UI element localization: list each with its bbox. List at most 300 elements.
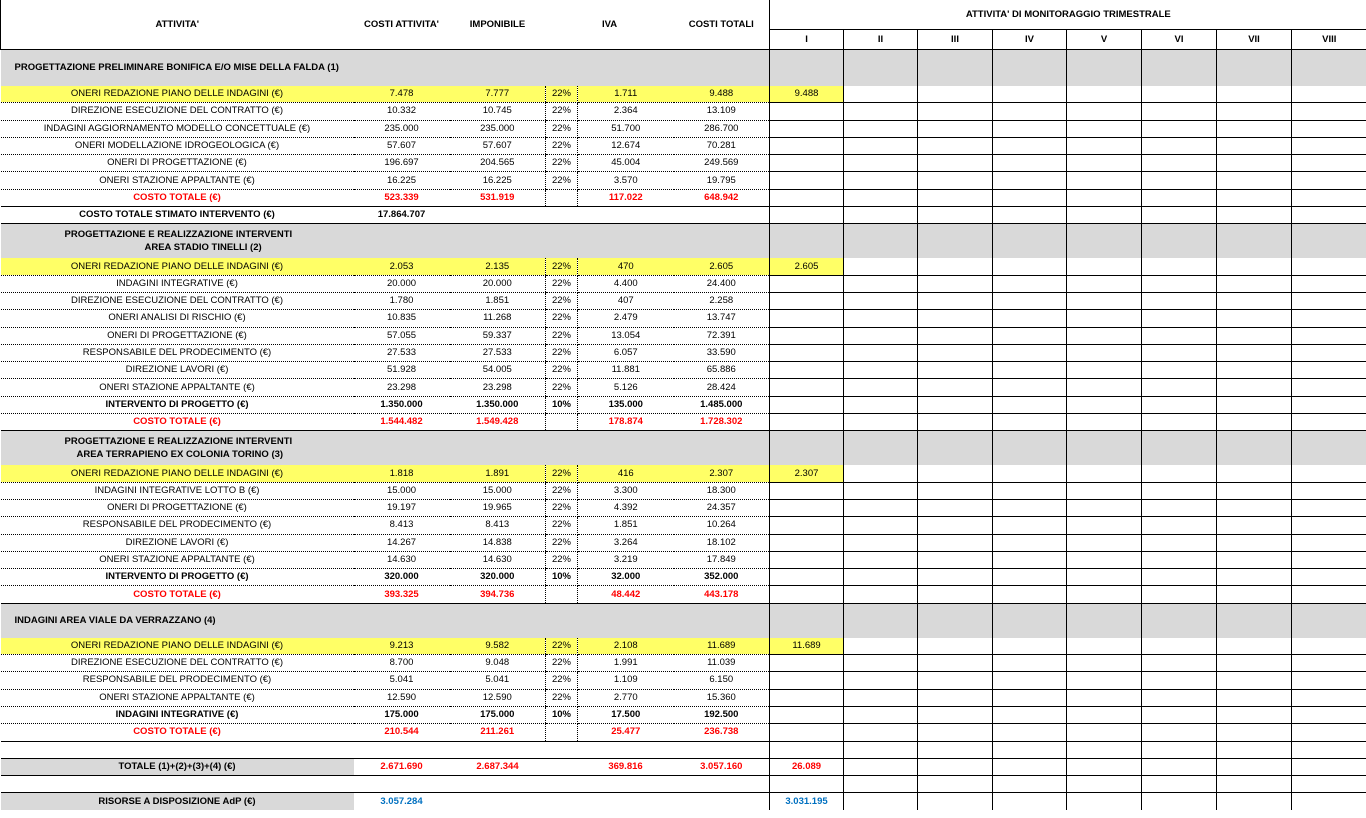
row-costi: 9.213 — [354, 638, 450, 655]
section-title-line1: PROGETTAZIONE E REALIZZAZIONE INTERVENTI — [64, 228, 293, 240]
monitor-cell — [993, 569, 1067, 586]
monitor-cell — [918, 189, 993, 206]
monitor-cell — [993, 603, 1067, 638]
row-iva: 1.109 — [578, 672, 674, 689]
monitor-cell — [1142, 344, 1217, 361]
monitor-cell — [993, 689, 1067, 706]
monitor-cell — [844, 189, 918, 206]
row-aliquota: 22% — [546, 517, 578, 534]
monitor-cell — [1067, 741, 1142, 758]
monitor-q1-cell — [770, 362, 844, 379]
table-row — [1, 310, 1366, 327]
monitor-q1-cell — [770, 292, 844, 309]
monitor-cell — [1142, 689, 1217, 706]
row-iva: 5.126 — [578, 379, 674, 396]
monitor-cell — [1292, 672, 1366, 689]
monitor-cell — [844, 603, 918, 638]
monitor-cell — [993, 724, 1067, 741]
monitor-cell — [918, 224, 993, 259]
monitor-cell — [993, 258, 1067, 275]
table-row — [1, 258, 1366, 275]
monitor-cell — [918, 120, 993, 137]
monitor-cell — [1217, 638, 1292, 655]
row-imponibile: 2.135 — [450, 258, 546, 275]
row-aliquota: 22% — [546, 137, 578, 154]
monitor-cell — [1142, 362, 1217, 379]
row-aliquota: 22% — [546, 275, 578, 292]
monitor-cell — [1292, 396, 1366, 413]
monitor-cell — [918, 758, 993, 775]
row-iva: 51.700 — [578, 120, 674, 137]
monitor-cell — [1067, 207, 1142, 224]
monitor-q1-cell — [770, 724, 844, 741]
section-title: INDAGINI AREA VIALE DA VERRAZZANO (4) — [1, 603, 770, 638]
monitor-cell — [844, 224, 918, 259]
row-aliquota: 10% — [546, 569, 578, 586]
monitor-cell — [918, 499, 993, 516]
total-costi: 523.339 — [354, 189, 450, 206]
monitor-cell — [1292, 137, 1366, 154]
row-iva: 135.000 — [578, 396, 674, 413]
monitor-cell — [918, 689, 993, 706]
monitor-cell — [1067, 224, 1142, 259]
row-aliquota: 22% — [546, 172, 578, 189]
monitor-cell — [844, 258, 918, 275]
monitor-cell — [993, 776, 1067, 793]
row-totale: 286.700 — [674, 120, 770, 137]
monitor-cell — [844, 586, 918, 603]
monitor-cell — [1142, 741, 1217, 758]
monitor-cell — [844, 534, 918, 551]
monitor-cell — [1067, 465, 1142, 482]
monitor-cell — [918, 776, 993, 793]
monitor-cell — [1142, 586, 1217, 603]
row-label: INTERVENTO DI PROGETTO (€) — [1, 396, 354, 413]
monitor-cell — [1292, 431, 1366, 466]
row-aliquota: 22% — [546, 327, 578, 344]
table-row — [1, 86, 1366, 103]
table-row — [1, 275, 1366, 292]
monitor-cell — [1292, 465, 1366, 482]
row-label: ONERI ANALISI DI RISCHIO (€) — [1, 310, 354, 327]
monitor-q1-cell — [770, 344, 844, 361]
row-imponibile: 1.891 — [450, 465, 546, 482]
row-label: ONERI REDAZIONE PIANO DELLE INDAGINI (€) — [1, 465, 354, 482]
monitor-cell — [1142, 551, 1217, 568]
monitor-q1-cell: 2.307 — [770, 465, 844, 482]
row-aliquota: 22% — [546, 379, 578, 396]
monitor-cell — [1142, 638, 1217, 655]
row-costi: 27.533 — [354, 344, 450, 361]
header-costi-attivita: COSTI ATTIVITA' — [354, 0, 450, 50]
row-imponibile: 8.413 — [450, 517, 546, 534]
row-label: ONERI DI PROGETTAZIONE (€) — [1, 499, 354, 516]
monitor-cell — [993, 86, 1067, 103]
row-costi: 7.478 — [354, 86, 450, 103]
monitor-cell — [1067, 793, 1142, 810]
monitor-cell — [918, 137, 993, 154]
blank-row — [1, 741, 1366, 758]
monitor-cell — [1142, 292, 1217, 309]
row-totale: 18.300 — [674, 482, 770, 499]
monitor-cell — [1067, 258, 1142, 275]
monitor-cell — [1217, 706, 1292, 723]
monitor-cell — [918, 292, 993, 309]
monitor-cell — [993, 741, 1067, 758]
table-row — [1, 379, 1366, 396]
monitor-cell — [844, 655, 918, 672]
monitor-cell — [1292, 189, 1366, 206]
monitor-q1-cell — [770, 741, 844, 758]
total-totale: 1.728.302 — [674, 414, 770, 431]
monitor-cell — [844, 50, 918, 87]
row-costi: 2.053 — [354, 258, 450, 275]
row-imponibile: 14.630 — [450, 551, 546, 568]
costo-totale-row — [1, 414, 1366, 431]
monitor-cell — [844, 431, 918, 466]
monitor-q1-cell — [770, 655, 844, 672]
spacer-row — [1, 776, 1366, 793]
monitor-cell — [844, 689, 918, 706]
monitor-cell — [1142, 189, 1217, 206]
total-imponibile: 531.919 — [450, 189, 546, 206]
risorse-costi: 3.057.284 — [380, 795, 423, 807]
row-iva: 416 — [578, 465, 674, 482]
row-aliquota: 22% — [546, 465, 578, 482]
monitor-q1-cell: 11.689 — [770, 638, 844, 655]
row-costi: 12.590 — [354, 689, 450, 706]
row-totale: 13.747 — [674, 310, 770, 327]
monitor-cell — [918, 672, 993, 689]
monitor-cell — [844, 672, 918, 689]
monitor-cell — [1142, 672, 1217, 689]
monitor-cell — [844, 344, 918, 361]
monitor-cell — [1217, 258, 1292, 275]
monitor-cell — [918, 586, 993, 603]
row-totale: 18.102 — [674, 534, 770, 551]
row-costi: 8.700 — [354, 655, 450, 672]
monitor-cell — [1292, 482, 1366, 499]
row-totale: 15.360 — [674, 689, 770, 706]
monitor-cell — [1217, 155, 1292, 172]
monitor-cell — [1217, 414, 1292, 431]
monitor-q1-cell — [770, 50, 844, 87]
row-totale: 72.391 — [674, 327, 770, 344]
monitor-cell — [844, 482, 918, 499]
monitor-q1-cell — [770, 396, 844, 413]
monitor-cell — [918, 86, 993, 103]
monitor-cell — [1217, 120, 1292, 137]
row-imponibile: 1.851 — [450, 292, 546, 309]
monitor-cell — [1067, 482, 1142, 499]
row-label: ONERI STAZIONE APPALTANTE (€) — [1, 172, 354, 189]
risorse-label: RISORSE A DISPOSIZIONE AdP (€) — [1, 793, 354, 810]
monitor-cell — [1292, 499, 1366, 516]
table-row — [1, 344, 1366, 361]
monitor-q1-cell: 26.089 — [770, 758, 844, 775]
monitor-q1-cell: 9.488 — [770, 86, 844, 103]
row-costi: 5.041 — [354, 672, 450, 689]
row-label: ONERI STAZIONE APPALTANTE (€) — [1, 551, 354, 568]
monitor-cell — [844, 517, 918, 534]
monitor-cell — [1142, 224, 1217, 259]
monitor-cell — [844, 776, 918, 793]
row-iva: 11.881 — [578, 362, 674, 379]
monitor-cell — [1292, 292, 1366, 309]
monitor-cell — [1217, 50, 1292, 87]
monitor-q1-cell — [770, 189, 844, 206]
row-aliquota: 22% — [546, 155, 578, 172]
total-imponibile: 394.736 — [450, 586, 546, 603]
row-label: ONERI REDAZIONE PIANO DELLE INDAGINI (€) — [1, 86, 354, 103]
row-costi: 14.267 — [354, 534, 450, 551]
monitor-cell — [1142, 482, 1217, 499]
monitor-cell — [1292, 776, 1366, 793]
monitor-q1-cell — [770, 517, 844, 534]
monitor-cell — [844, 724, 918, 741]
monitor-q1-cell — [770, 586, 844, 603]
row-iva: 6.057 — [578, 344, 674, 361]
row-aliquota: 22% — [546, 655, 578, 672]
row-label: INDAGINI INTEGRATIVE LOTTO B (€) — [1, 482, 354, 499]
monitor-cell — [844, 292, 918, 309]
row-iva: 3.300 — [578, 482, 674, 499]
header-attivita: ATTIVITA' — [1, 0, 354, 50]
monitor-cell — [844, 172, 918, 189]
row-imponibile: 23.298 — [450, 379, 546, 396]
row-totale: 6.150 — [674, 672, 770, 689]
monitor-q1-cell — [770, 672, 844, 689]
monitor-cell — [918, 603, 993, 638]
row-iva: 32.000 — [578, 569, 674, 586]
monitor-cell — [918, 327, 993, 344]
row-label: INTERVENTO DI PROGETTO (€) — [1, 569, 354, 586]
monitor-cell — [1067, 706, 1142, 723]
monitor-cell — [1142, 534, 1217, 551]
row-totale: 65.886 — [674, 362, 770, 379]
row-totale: 11.689 — [674, 638, 770, 655]
monitor-cell — [1142, 569, 1217, 586]
monitor-cell — [1292, 327, 1366, 344]
table-row — [1, 327, 1366, 344]
row-label: DIREZIONE ESECUZIONE DEL CONTRATTO (€) — [1, 655, 354, 672]
row-aliquota: 22% — [546, 292, 578, 309]
row-imponibile: 57.607 — [450, 137, 546, 154]
table-row — [1, 638, 1366, 655]
total-label: COSTO TOTALE (€) — [1, 189, 354, 206]
monitor-cell — [844, 638, 918, 655]
header-monitoraggio: ATTIVITA' DI MONITORAGGIO TRIMESTRALE — [965, 8, 1171, 20]
monitor-cell — [1067, 603, 1142, 638]
total-label: COSTO TOTALE (€) — [1, 414, 354, 431]
monitor-cell — [1292, 689, 1366, 706]
monitor-cell — [1292, 741, 1366, 758]
monitor-cell — [1142, 414, 1217, 431]
monitor-q1-cell — [770, 551, 844, 568]
monitor-cell — [1067, 724, 1142, 741]
costo-totale-row — [1, 586, 1366, 603]
monitor-cell — [1217, 724, 1292, 741]
monitor-cell — [993, 207, 1067, 224]
monitor-cell — [918, 414, 993, 431]
monitor-cell — [993, 362, 1067, 379]
grand-total-label: TOTALE (1)+(2)+(3)+(4) (€) — [1, 758, 354, 775]
monitor-cell — [918, 741, 993, 758]
monitor-cell — [1067, 758, 1142, 775]
monitor-cell — [918, 465, 993, 482]
monitor-q1-cell — [770, 603, 844, 638]
risorse-empty — [450, 793, 770, 810]
monitor-cell — [993, 655, 1067, 672]
row-aliquota: 22% — [546, 86, 578, 103]
monitor-cell — [1292, 155, 1366, 172]
monitor-cell — [918, 258, 993, 275]
monitor-cell — [1067, 189, 1142, 206]
row-totale: 28.424 — [674, 379, 770, 396]
monitor-cell — [993, 672, 1067, 689]
monitor-cell — [1217, 310, 1292, 327]
row-totale: 2.258 — [674, 292, 770, 309]
monitor-cell — [1142, 137, 1217, 154]
row-costi: 14.630 — [354, 551, 450, 568]
total-aliquota — [546, 189, 578, 206]
monitor-cell — [1292, 569, 1366, 586]
row-imponibile: 204.565 — [450, 155, 546, 172]
monitor-q1-cell — [770, 207, 844, 224]
monitor-cell — [1142, 517, 1217, 534]
table-row — [1, 534, 1366, 551]
monitor-cell — [918, 569, 993, 586]
row-label: INDAGINI INTEGRATIVE (€) — [1, 706, 354, 723]
row-iva: 470 — [578, 258, 674, 275]
monitor-q1-cell — [770, 275, 844, 292]
row-aliquota: 22% — [546, 551, 578, 568]
monitor-cell — [1217, 189, 1292, 206]
row-aliquota: 22% — [546, 672, 578, 689]
section-title-line1: PROGETTAZIONE E REALIZZAZIONE INTERVENTI — [64, 435, 293, 447]
row-label: RESPONSABILE DEL PRODECIMENTO (€) — [1, 517, 354, 534]
monitor-cell — [844, 120, 918, 137]
row-costi: 57.607 — [354, 137, 450, 154]
row-totale: 1.485.000 — [674, 396, 770, 413]
monitor-cell — [1067, 569, 1142, 586]
row-iva: 13.054 — [578, 327, 674, 344]
row-imponibile: 12.590 — [450, 689, 546, 706]
monitor-cell — [993, 327, 1067, 344]
monitor-cell — [993, 465, 1067, 482]
header-quarter: VII — [1217, 30, 1292, 50]
monitor-cell — [1217, 327, 1292, 344]
monitor-cell — [1292, 120, 1366, 137]
monitor-cell — [1067, 655, 1142, 672]
monitor-cell — [1067, 396, 1142, 413]
monitor-cell — [1292, 517, 1366, 534]
row-label: ONERI REDAZIONE PIANO DELLE INDAGINI (€) — [1, 638, 354, 655]
monitor-cell — [1217, 741, 1292, 758]
monitor-cell — [993, 638, 1067, 655]
monitor-cell — [1292, 586, 1366, 603]
monitor-cell — [1142, 275, 1217, 292]
monitor-cell — [1292, 551, 1366, 568]
monitor-cell — [1217, 517, 1292, 534]
monitor-cell — [844, 86, 918, 103]
row-iva: 2.364 — [578, 103, 674, 120]
monitor-cell — [1142, 603, 1217, 638]
monitor-cell — [1067, 534, 1142, 551]
monitor-cell — [844, 569, 918, 586]
row-imponibile: 16.225 — [450, 172, 546, 189]
row-aliquota: 10% — [546, 706, 578, 723]
monitor-q1-cell — [770, 172, 844, 189]
total-costi: 210.544 — [354, 724, 450, 741]
monitor-q1-cell — [770, 569, 844, 586]
monitor-cell — [1067, 586, 1142, 603]
monitor-cell — [1217, 603, 1292, 638]
monitor-cell — [1067, 86, 1142, 103]
row-costi: 1.780 — [354, 292, 450, 309]
row-imponibile: 15.000 — [450, 482, 546, 499]
costo-totale-row — [1, 724, 1366, 741]
monitor-cell — [1292, 534, 1366, 551]
stimato-empty — [450, 207, 770, 224]
row-label: DIREZIONE ESECUZIONE DEL CONTRATTO (€) — [1, 103, 354, 120]
stimato-label: COSTO TOTALE STIMATO INTERVENTO (€) — [1, 207, 354, 224]
monitor-cell — [1067, 414, 1142, 431]
row-imponibile: 235.000 — [450, 120, 546, 137]
row-costi: 20.000 — [354, 275, 450, 292]
monitor-cell — [1142, 379, 1217, 396]
header-quarter: II — [844, 30, 918, 50]
monitor-cell — [993, 344, 1067, 361]
monitor-cell — [1292, 724, 1366, 741]
monitor-cell — [844, 275, 918, 292]
monitor-cell — [918, 172, 993, 189]
spacer-cell — [1, 776, 770, 793]
row-costi: 15.000 — [354, 482, 450, 499]
monitor-cell — [918, 396, 993, 413]
row-imponibile: 320.000 — [450, 569, 546, 586]
monitor-cell — [844, 327, 918, 344]
costo-totale-row — [1, 189, 1366, 206]
monitor-cell — [1217, 758, 1292, 775]
monitor-cell — [1217, 499, 1292, 516]
monitor-cell — [993, 292, 1067, 309]
monitor-cell — [1142, 499, 1217, 516]
section-title: PROGETTAZIONE PRELIMINARE BONIFICA E/O MISE DELLA FALDA (1) — [1, 50, 770, 87]
blank-cell — [1, 741, 770, 758]
monitor-cell — [1067, 776, 1142, 793]
row-costi: 1.818 — [354, 465, 450, 482]
monitor-cell — [1292, 706, 1366, 723]
row-label: ONERI REDAZIONE PIANO DELLE INDAGINI (€) — [1, 258, 354, 275]
row-imponibile: 20.000 — [450, 275, 546, 292]
monitor-cell — [993, 137, 1067, 154]
row-totale: 13.109 — [674, 103, 770, 120]
monitor-cell — [1217, 551, 1292, 568]
grand-total-iva: 369.816 — [578, 758, 674, 775]
row-costi: 8.413 — [354, 517, 450, 534]
monitor-cell — [918, 155, 993, 172]
monitor-cell — [1067, 137, 1142, 154]
row-iva: 3.570 — [578, 172, 674, 189]
monitor-cell — [1142, 103, 1217, 120]
row-label: ONERI DI PROGETTAZIONE (€) — [1, 327, 354, 344]
total-costi: 1.544.482 — [354, 414, 450, 431]
grand-total-imponibile: 2.687.344 — [450, 758, 546, 775]
monitor-cell — [1067, 275, 1142, 292]
row-aliquota: 10% — [546, 396, 578, 413]
monitor-cell — [1142, 172, 1217, 189]
